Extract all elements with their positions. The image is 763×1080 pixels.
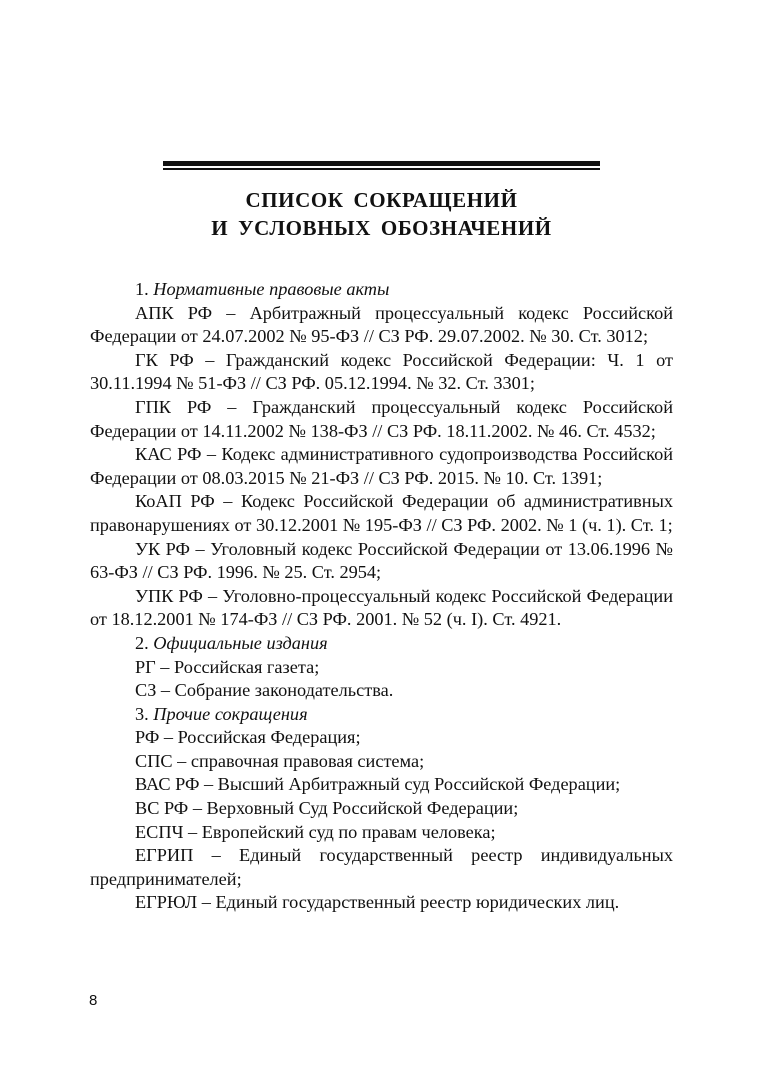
section-number: 3. [135,703,149,724]
section-title: Официальные издания [153,632,328,653]
list-item: СЗ – Собрание законодательства. [135,680,394,701]
list-item: РФ – Российская Федерация; [135,727,361,748]
section-heading [90,703,673,727]
list-item: ВС РФ – Верховный Суд Российской Федерации; [135,798,519,819]
title-rule-thin [163,168,600,170]
section-title: Прочие сокращения [153,703,308,724]
section-heading [90,278,673,302]
list-item: АПК РФ – Арбитражный процессуальный кодекс Российской Федерации от 24.07.2002 № 95-ФЗ // СЗ РФ. 29.07.2002. № 30. Ст. 3012; [90,302,673,347]
page-title-line-2: И УСЛОВНЫХ ОБОЗНАЧЕНИЙ [211,216,552,240]
section-number: 2. [135,632,149,653]
list-item: УК РФ – Уголовный кодекс Российской Федерации от 13.06.1996 № 63-ФЗ // СЗ РФ. 1996. № 25. Ст. 2954; [90,538,673,583]
list-item: ГК РФ – Гражданский кодекс Российской Федерации: Ч. 1 от 30.11.1994 № 51-ФЗ // СЗ РФ. 05.12.1994. № 32. Ст. 3301; [90,349,673,394]
section-title: Нормативные правовые акты [153,279,390,299]
list-item: ЕСПЧ – Европейский суд по правам человека; [135,821,496,842]
section-heading [90,632,673,656]
list-item: УПК РФ – Уголовно-процессуальный кодекс Российской Федерации от 18.12.2001 № 174-ФЗ // СЗ РФ. 2001. № 52 (ч. I). Ст. 4921. [90,585,673,630]
list-item: ЕГРЮЛ – Единый государственный реестр юридических лиц. [135,892,620,913]
page-number: 8 [89,992,98,1009]
list-item: ВАС РФ – Высший Арбитражный суд Российской Федерации; [135,774,621,795]
page-title-line-1: СПИСОК СОКРАЩЕНИЙ [245,188,518,212]
abbreviations-list [90,278,673,915]
list-item: ГПК РФ – Гражданский процессуальный кодекс Российской Федерации от 14.11.2002 № 138-ФЗ // СЗ РФ. 18.11.2002. № 46. Ст. 4532; [90,396,673,441]
list-item: КоАП РФ – Кодекс Российской Федерации об административных правонарушениях от 30.12.2001 № 195-ФЗ // СЗ РФ. 2002. № 1 (ч. 1). Ст. 1; [90,491,673,535]
section-number: 1. [135,279,149,299]
list-item: РГ – Российская газета; [135,656,320,677]
page-title [0,186,763,242]
list-item: ЕГРИП – Единый государственный реестр индивидуальных предпринимателей; [90,845,673,889]
list-item: КАС РФ – Кодекс административного судопроизводства Российской Федерации от 08.03.2015 № 21-ФЗ // СЗ РФ. 2015. № 10. Ст. 1391; [90,444,673,488]
title-rule-thick [163,161,600,166]
list-item: СПС – справочная правовая система; [135,750,425,771]
